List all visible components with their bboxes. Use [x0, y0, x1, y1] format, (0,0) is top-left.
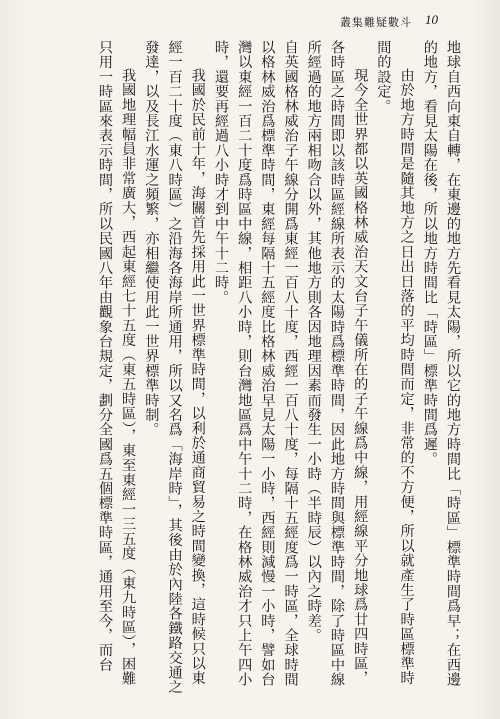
running-header: 叢集難疑數斗 [340, 16, 412, 29]
paragraph-4: 自英國格林威治子午線分開爲東經一百八十度，西經一百八十度，每隔十五經度爲一時區，全球時間以格林威治爲標準時間，東經每隔十五經度比格林威治早見太陽一小時，西經則減慢一小時，譬如台灣以東經一百二十度爲時區中線，相距八小時，則台灣地區爲中午十二時，在格林威治才只上午四小時，還要再經過八小時才到中午十二時。 [212, 40, 299, 687]
paragraph-3: 現今全世界都以英國格林威治天文台子午儀所在的子午線爲中線，用經線平分地球爲廿四時區，各時區之時間即以該時區經線所表示的太陽時爲標準時間，因此地方時間與標準時間，除了時區中線所經過的地方兩相吻合以外，其他地方則各因地理因素而發生一小時（半時辰）以內之時差。 [305, 40, 369, 687]
page-number: 10 [425, 12, 438, 27]
vertical-body-text [34, 40, 464, 700]
paragraph-1: 地球自西向東自轉，在東邊的地方先看見太陽，所以它的地方時間比「時區」標準時間爲早；在西邊的地方，看見太陽在後，所以地方時間比「時區」標準時間爲遲。 [421, 40, 461, 687]
paragraph-6: 我國地理幅員非常廣大，西起東經七十五度（東五時區），東至東經一三五度（東九時區），困難只用一時區來表示時間，所以民國八年由觀象台規定，劃分全國爲五個標準時區，通用至今，而台 [96, 40, 137, 687]
paragraph-5: 我國於民前十年，海關首先採用此一世界標準時間，以利於通商貿易之時間變換，這時候只以東經一百二十度（東八時區）之沿海各海岸所通用，所以又名爲「海岸時」，其後由於內陸各鐵路交通之發達，以及長江水運之頻繁，亦相繼使用此一世界標準時制。 [143, 40, 206, 695]
paragraph-2: 由於地方時間是隨其地方之日出日落的平均時間而定，非常的不方便，所以就產生了時區標準時間的設定。 [375, 40, 415, 686]
